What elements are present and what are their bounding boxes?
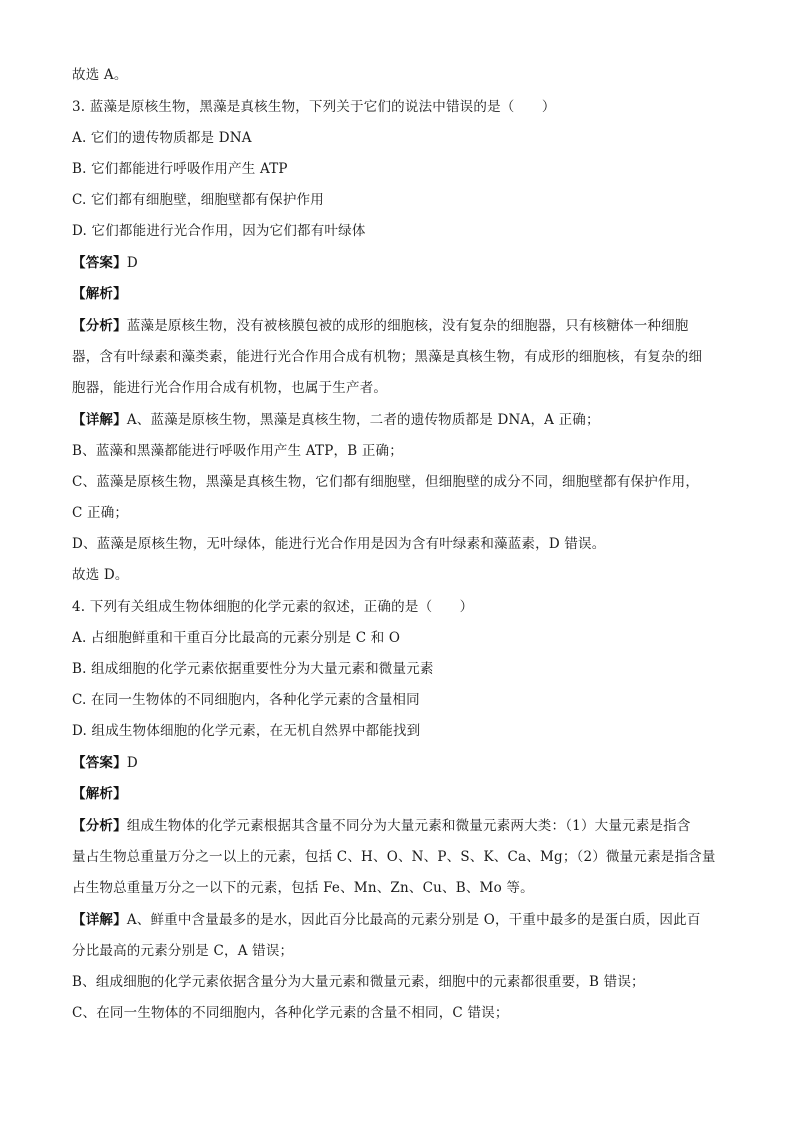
question-4-xiangjie-line-4: C、在同一生物体的不同细胞内，各种化学元素的含量不相同，C 错误；	[72, 1005, 509, 1021]
fenxi-text: 蓝藻是原核生物，没有被核膜包被的成形的细胞核，没有复杂的细胞器，只有核糖体一种细胞	[126, 318, 689, 334]
question-4-xiangjie-line-1	[72, 911, 732, 929]
analysis-tag: 【解析】	[72, 286, 127, 302]
question-4-xiangjie-line-2: 分比最高的元素分别是 C，A 错误；	[72, 943, 294, 959]
question-3-xiangjie-line-4: C 正确；	[72, 505, 129, 521]
question-3-xiangjie-line-5: D、蓝藻是原核生物，无叶绿体，能进行光合作用是因为含有叶绿素和藻蓝素，D 错误。	[72, 536, 606, 552]
question-3-option-d: D. 它们都能进行光合作用，因为它们都有叶绿体	[72, 223, 366, 239]
question-3-analysis-heading	[72, 285, 732, 303]
question-3-option-b: B. 它们都能进行呼吸作用产生 ATP	[72, 161, 288, 177]
question-3-xiangjie-line-3: C、蓝藻是原核生物，黑藻是真核生物，它们都有细胞壁，但细胞壁的成分不同，细胞壁都有保护作用，	[72, 474, 700, 490]
answer-value: D	[126, 755, 138, 771]
question-4-xiangjie-line-3: B、组成细胞的化学元素依据含量分为大量元素和微量元素，细胞中的元素都很重要，B 错误；	[72, 974, 645, 990]
question-4-fenxi-line-3: 占生物总重量万分之一以下的元素，包括 Fe、Mn、Zn、Cu、B、Mo 等。	[72, 880, 534, 896]
fenxi-tag: 【分析】	[72, 818, 127, 834]
question-4-option-c: C. 在同一生物体的不同细胞内，各种化学元素的含量相同	[72, 692, 420, 708]
question-3-answer	[72, 254, 732, 272]
question-3-xiangjie-line-1	[72, 411, 732, 429]
question-3-option-a: A. 它们的遗传物质都是 DNA	[72, 130, 252, 146]
question-3-conclusion: 故选 D。	[72, 567, 129, 583]
question-4-option-a: A. 占细胞鲜重和干重百分比最高的元素分别是 C 和 O	[72, 630, 401, 646]
xiangjie-tag: 【详解】	[72, 412, 127, 428]
question-3-fenxi-line-1	[72, 317, 732, 335]
question-3-fenxi-line-2: 器，含有叶绿素和藻类素，能进行光合作用合成有机物；黑藻是真核生物，有成形的细胞核，有复杂的细	[72, 349, 703, 365]
question-3-option-c: C. 它们都有细胞壁，细胞壁都有保护作用	[72, 192, 324, 208]
question-4-option-d: D. 组成生物体细胞的化学元素，在无机自然界中都能找到	[72, 723, 421, 739]
question-3-fenxi-line-3: 胞器，能进行光合作用合成有机物，也属于生产者。	[72, 380, 388, 396]
question-3-stem: 3. 蓝藻是原核生物，黑藻是真核生物，下列关于它们的说法中错误的是（ ）	[72, 99, 556, 115]
fenxi-text: 组成生物体的化学元素根据其含量不同分为大量元素和微量元素两大类：（1）大量元素是指含	[126, 818, 691, 834]
question-4-fenxi-line-2: 量占生物总重量万分之一以上的元素，包括 C、H、O、N、P、S、K、Ca、Mg；（2）微量元素是指含量	[72, 849, 716, 865]
previous-conclusion: 故选 A。	[72, 67, 128, 83]
fenxi-tag: 【分析】	[72, 318, 127, 334]
question-4-option-b: B. 组成细胞的化学元素依据重要性分为大量元素和微量元素	[72, 661, 434, 677]
answer-tag: 【答案】	[72, 255, 127, 271]
analysis-tag: 【解析】	[72, 786, 127, 802]
question-4-analysis-heading	[72, 785, 732, 803]
xiangjie-text: A、鲜重中含量最多的是水，因此百分比最高的元素分别是 O，干重中最多的是蛋白质，因此百	[126, 912, 701, 928]
answer-tag: 【答案】	[72, 755, 127, 771]
question-4-fenxi-line-1	[72, 817, 732, 835]
question-3-xiangjie-line-2: B、蓝藻和黑藻都能进行呼吸作用产生 ATP，B 正确；	[72, 443, 403, 459]
question-4-stem: 4. 下列有关组成生物体细胞的化学元素的叙述，正确的是（ ）	[72, 599, 474, 615]
question-4-answer	[72, 754, 732, 772]
answer-value: D	[126, 255, 138, 271]
xiangjie-text: A、蓝藻是原核生物，黑藻是真核生物，二者的遗传物质都是 DNA，A 正确；	[126, 412, 600, 428]
xiangjie-tag: 【详解】	[72, 912, 127, 928]
